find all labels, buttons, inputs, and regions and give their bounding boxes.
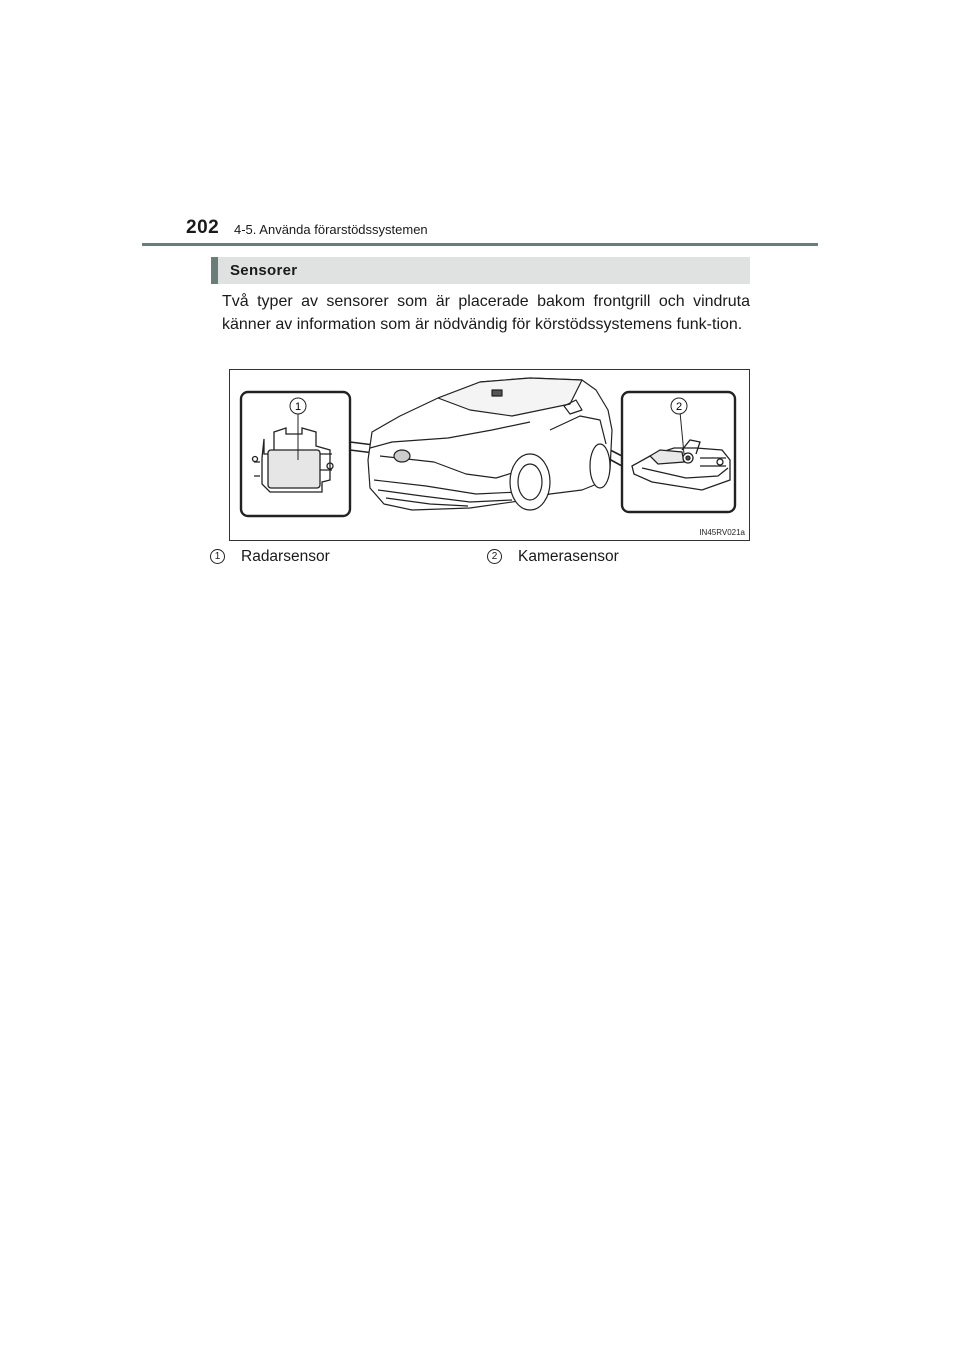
legend-label: Kamerasensor: [518, 548, 619, 565]
section-body-text: Två typer av sensorer som är placerade bakom frontgrill och vindruta känner av information som är nödvändig för körstödssystemens funk-tion.: [222, 293, 750, 333]
header-rule: [142, 243, 818, 246]
legend-item-camera: [487, 548, 619, 566]
legend-item-radar: [210, 548, 330, 566]
callout-2-number: 2: [675, 401, 683, 413]
figure-code: IN45RV021a: [699, 528, 745, 537]
section-heading: [211, 257, 750, 284]
legend-label: Radarsensor: [241, 548, 330, 565]
callout-1-number: 1: [294, 401, 302, 413]
chapter-title: 4-5. Använda förarstödssystemen: [234, 222, 428, 237]
sensor-figure: [229, 369, 750, 541]
sensor-illustration: [230, 370, 751, 542]
car-illustration: [368, 378, 612, 510]
section-heading-label: Sensorer: [230, 262, 298, 279]
legend-number: 2: [487, 549, 502, 564]
legend-number: 1: [210, 549, 225, 564]
page-number: 202: [186, 217, 220, 238]
